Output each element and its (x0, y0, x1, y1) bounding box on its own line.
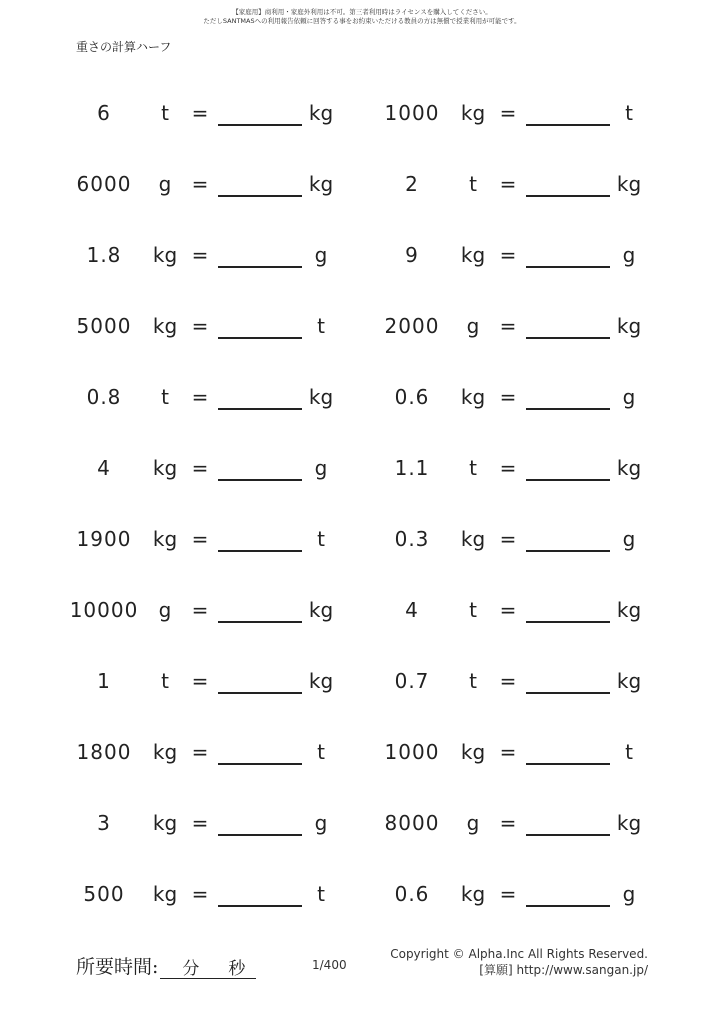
problem-row (0, 77, 724, 148)
usage-notice-line-2: ただしSANTMASへの利用報告依頼に回答する事をお約束いただける教員の方は無償で授業利用が可能です。 (203, 17, 521, 25)
source-unit: kg (152, 314, 178, 338)
problem-value: 0.6 (394, 882, 430, 906)
target-unit: kg (308, 669, 334, 693)
problem-value: 5000 (76, 314, 132, 338)
target-unit: kg (308, 385, 334, 409)
time-required (76, 952, 256, 979)
problem-value: 4 (97, 456, 111, 480)
source-unit: kg (460, 882, 486, 906)
answer-blank[interactable] (526, 692, 610, 694)
conversion-problem (0, 148, 334, 219)
usage-notice (0, 8, 724, 26)
answer-blank[interactable] (526, 905, 610, 907)
answer-blank[interactable] (218, 550, 302, 552)
conversion-problem (308, 361, 638, 432)
conversion-problem (0, 574, 334, 645)
target-unit: kg (616, 598, 642, 622)
conversion-problem (308, 432, 642, 503)
answer-blank[interactable] (526, 763, 610, 765)
target-unit: kg (308, 598, 334, 622)
problem-row (0, 290, 724, 361)
answer-blank[interactable] (526, 621, 610, 623)
target-unit: kg (616, 172, 642, 196)
problem-value: 1 (97, 669, 111, 693)
source-unit: kg (460, 527, 486, 551)
problem-row (0, 645, 724, 716)
conversion-problem (308, 858, 638, 929)
problem-row (0, 148, 724, 219)
target-unit: kg (308, 172, 334, 196)
target-unit: kg (616, 456, 642, 480)
conversion-problem (0, 503, 330, 574)
problem-value: 1000 (384, 740, 440, 764)
target-unit: t (317, 314, 325, 338)
problem-row (0, 787, 724, 858)
problem-value: 1800 (76, 740, 132, 764)
problem-value: 1.8 (86, 243, 122, 267)
answer-blank[interactable] (218, 479, 302, 481)
equals-sign: = (191, 740, 209, 764)
conversion-problem (0, 645, 334, 716)
equals-sign: = (499, 811, 517, 835)
problem-value: 3 (97, 811, 111, 835)
conversion-problem (0, 432, 330, 503)
site-link[interactable]: [算願] http://www.sangan.jp/ (479, 963, 648, 977)
source-unit: kg (152, 811, 178, 835)
target-unit: t (317, 740, 325, 764)
conversion-problem (308, 574, 642, 645)
answer-blank[interactable] (218, 124, 302, 126)
answer-blank[interactable] (526, 195, 610, 197)
answer-blank[interactable] (218, 266, 302, 268)
equals-sign: = (191, 811, 209, 835)
conversion-problem (0, 290, 330, 361)
conversion-problem (0, 787, 330, 858)
target-unit: g (622, 243, 636, 267)
equals-sign: = (191, 172, 209, 196)
target-unit: kg (616, 811, 642, 835)
conversion-problem (308, 219, 638, 290)
problem-row (0, 432, 724, 503)
conversion-problem (308, 503, 638, 574)
source-unit: t (469, 172, 477, 196)
answer-blank[interactable] (218, 763, 302, 765)
problem-value: 8000 (384, 811, 440, 835)
source-unit: t (469, 456, 477, 480)
problem-value: 1.1 (394, 456, 430, 480)
target-unit: kg (308, 101, 334, 125)
equals-sign: = (191, 243, 209, 267)
source-unit: t (469, 669, 477, 693)
source-unit: g (158, 598, 172, 622)
answer-blank[interactable] (526, 550, 610, 552)
problem-grid (0, 77, 724, 929)
time-entry-field[interactable] (160, 956, 256, 979)
conversion-problem (308, 716, 638, 787)
minutes-label: 分 (182, 959, 200, 979)
copyright-text: Copyright © Alpha.Inc All Rights Reserved. (390, 947, 648, 961)
source-unit: t (469, 598, 477, 622)
target-unit: t (625, 101, 633, 125)
conversion-problem (308, 787, 642, 858)
source-unit: kg (460, 740, 486, 764)
problem-row (0, 503, 724, 574)
source-unit: kg (460, 385, 486, 409)
problem-value: 500 (83, 882, 125, 906)
problem-value: 1000 (384, 101, 440, 125)
conversion-problem (0, 219, 330, 290)
conversion-problem (0, 361, 334, 432)
problem-row (0, 858, 724, 929)
source-unit: kg (460, 243, 486, 267)
source-unit: kg (460, 101, 486, 125)
target-unit: g (622, 882, 636, 906)
problem-value: 2 (405, 172, 419, 196)
conversion-problem (0, 716, 330, 787)
equals-sign: = (499, 882, 517, 906)
answer-blank[interactable] (526, 337, 610, 339)
usage-notice-line-1: 【家庭用】商利用・家庭外利用は不可。第三者利用時はライセンスを購入してください。 (232, 8, 492, 16)
answer-blank[interactable] (526, 408, 610, 410)
answer-blank[interactable] (526, 124, 610, 126)
target-unit: kg (616, 314, 642, 338)
equals-sign: = (499, 740, 517, 764)
source-unit: kg (152, 456, 178, 480)
conversion-problem (308, 645, 642, 716)
answer-blank[interactable] (218, 905, 302, 907)
source-unit: kg (152, 527, 178, 551)
source-unit: kg (152, 882, 178, 906)
conversion-problem (0, 858, 330, 929)
equals-sign: = (191, 456, 209, 480)
target-unit: g (314, 243, 328, 267)
copyright-block (390, 946, 648, 978)
source-unit: t (161, 385, 169, 409)
equals-sign: = (499, 243, 517, 267)
problem-value: 6 (97, 101, 111, 125)
problem-value: 0.8 (86, 385, 122, 409)
equals-sign: = (499, 101, 517, 125)
source-unit: g (466, 811, 480, 835)
problem-value: 2000 (384, 314, 440, 338)
conversion-problem (308, 148, 642, 219)
problem-value: 0.3 (394, 527, 430, 551)
answer-blank[interactable] (218, 337, 302, 339)
source-unit: t (161, 101, 169, 125)
target-unit: t (625, 740, 633, 764)
source-unit: t (161, 669, 169, 693)
equals-sign: = (499, 456, 517, 480)
time-required-label: 所要時間: (76, 956, 159, 978)
conversion-problem (308, 77, 638, 148)
problem-value: 0.7 (394, 669, 430, 693)
problem-row (0, 361, 724, 432)
equals-sign: = (191, 101, 209, 125)
answer-blank[interactable] (526, 479, 610, 481)
equals-sign: = (191, 527, 209, 551)
answer-blank[interactable] (218, 621, 302, 623)
target-unit: t (317, 527, 325, 551)
equals-sign: = (191, 669, 209, 693)
equals-sign: = (499, 385, 517, 409)
problem-row (0, 219, 724, 290)
problem-value: 0.6 (394, 385, 430, 409)
problem-row (0, 574, 724, 645)
seconds-label: 秒 (228, 959, 246, 979)
equals-sign: = (499, 314, 517, 338)
target-unit: g (622, 527, 636, 551)
source-unit: kg (152, 740, 178, 764)
equals-sign: = (191, 385, 209, 409)
target-unit: g (314, 811, 328, 835)
answer-blank[interactable] (218, 408, 302, 410)
target-unit: g (314, 456, 328, 480)
problem-value: 10000 (69, 598, 139, 622)
answer-blank[interactable] (218, 195, 302, 197)
answer-blank[interactable] (218, 834, 302, 836)
equals-sign: = (499, 172, 517, 196)
target-unit: kg (616, 669, 642, 693)
answer-blank[interactable] (526, 266, 610, 268)
equals-sign: = (499, 669, 517, 693)
source-unit: g (466, 314, 480, 338)
page-number: 1/400 (312, 958, 347, 972)
conversion-problem (308, 290, 642, 361)
equals-sign: = (191, 882, 209, 906)
problem-value: 4 (405, 598, 419, 622)
target-unit: t (317, 882, 325, 906)
equals-sign: = (499, 598, 517, 622)
conversion-problem (0, 77, 334, 148)
equals-sign: = (191, 598, 209, 622)
answer-blank[interactable] (526, 834, 610, 836)
answer-blank[interactable] (218, 692, 302, 694)
equals-sign: = (499, 527, 517, 551)
problem-value: 6000 (76, 172, 132, 196)
target-unit: g (622, 385, 636, 409)
worksheet-title: 重さの計算ハーフ (76, 40, 172, 54)
problem-row (0, 716, 724, 787)
problem-value: 9 (405, 243, 419, 267)
source-unit: g (158, 172, 172, 196)
source-unit: kg (152, 243, 178, 267)
problem-value: 1900 (76, 527, 132, 551)
equals-sign: = (191, 314, 209, 338)
